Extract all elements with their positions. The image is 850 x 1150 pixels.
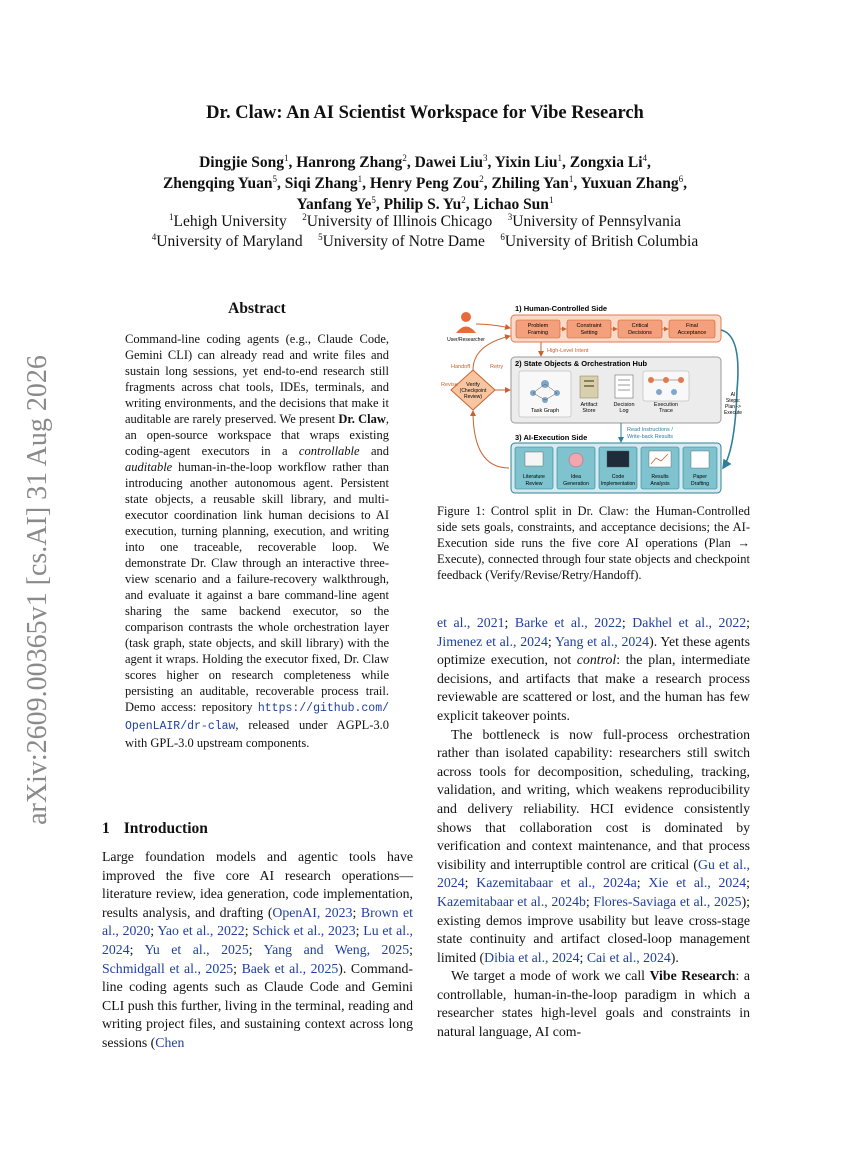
author-name: Lichao Sun [473,196,549,213]
artifact-store-icon [580,376,598,398]
affiliation-mark: 5 [272,174,278,184]
figure-1 [437,300,750,500]
affiliation-list [80,212,770,252]
affiliation-number: 1 [168,212,174,222]
section-heading-introduction [102,820,208,838]
hub-item-label: Execution [653,402,679,408]
user-label: User/Researcher [447,337,485,343]
user-researcher-icon [456,312,476,333]
abstract-text: human-in-the-loop workflow rather than introducing another autonomous agent. Persistent state objects, a reusable skill library, and multi-executor coordination link human decisions to AI execution, turning planning, execution, and writing into one traceable, recoverable loop. We demonstrate Dr. Claw through an interactive three-view scenario and a failure-recovery walkthrough, and evaluate it against a bare command-line agent sharing the same backend executor, so the comparison contrasts the whole orchestration layer (task graph, state objects, and skill library) with the agent it wraps. Holding the executor fixed, Dr. Claw scores higher on research completeness while persisting an auditable, recoverable process trail. Demo access: repository [125,460,389,714]
emphasis: auditable [125,460,173,474]
paragraph: et al., 2021; Barke et al., 2022; Dakhel et al., 2022; Jimenez et al., 2024; Yang et al., 2024). Yet these agents optimize execution, not control: the plan, intermediate decisions, and artifacts that make a research process reviewable are scattered or lost, and the human has few explicit takeover points. [437,615,750,723]
paragraph: The bottleneck is now full-process orchestration rather than isolated capability: researchers still switch across tools for decomposition, scheduling, tracking, validation, and writing, which weakens reproducibility and delivery reliability. HCI evidence consistently shows that collaboration cost is dominated by verification and context maintenance, and that process visibility and interruptible control are critical (Gu et al., 2024; Kazemitabaar et al., 2024a; Xie et al., 2024; Kazemitabaar et al., 2024b; Flores-Saviaga et al., 2025); existing demos improve usability but leave cross-stage state continuity and artifact closed-loop management limited (Dibia et al., 2024; Cai et al., 2024). [437,726,751,965]
body-text: ). Yet these agents optimize execution, not [437,633,750,668]
affiliation-mark: 3 [483,153,488,163]
affiliation-mark: 1 [557,153,562,163]
affiliation-mark: 2 [479,174,484,184]
citation-link[interactable]: Flores-Saviaga et al., 2025 [593,893,742,909]
retry-label: Retry [490,364,504,370]
hub-item-label: Store [582,408,596,414]
ai-steps-label: Steps: [725,398,741,404]
human-box-line1: Final [686,323,698,329]
author-name: Dingjie Song [199,154,284,171]
introduction-paragraph: Large foundation models and agentic tools have improved the five core AI research operations—literature review, idea generation, code implementation, results analysis, and drafting (OpenAI, 2023; Brown et al., 2020; Yao et al., 2022; Schick et al., 2023; Lu et al., 2024; Yu et al., 2025; Yang and Weng, 2025; Schmidgall et al., 2025; Baek et al., 2025). Command-line coding agents such as Claude Code and Gemini CLI push this further, living in the terminal, reading and writing project files, and sustaining context across long sessions (Chen [102,849,413,1050]
ai-side-title: 3) AI-Execution Side [515,433,588,442]
citation-link[interactable]: Xie et al., 2024 [648,875,747,891]
author-name: Zhiling Yan [491,175,569,192]
citation-link[interactable]: Yang and Weng, 2025 [263,941,410,957]
emphasis: controllable [298,444,360,458]
citation-link[interactable]: Yu et al., 2025 [144,941,249,957]
citation-link[interactable]: Chen [155,1034,185,1050]
author-name: Yixin Liu [494,154,558,171]
verify-label: (Checkpoint [459,388,487,394]
ai-box-drafting [683,447,717,489]
author-name: Yuxuan Zhang [580,175,679,192]
author-name: Philip S. Yu [383,196,462,213]
body-text: : the plan, intermediate decisions, and artifacts that make a research process reviewable are scattered or lost, and the human has few explicit takeover points. [437,652,750,723]
citation-link[interactable]: Brown et al., 2020 [102,904,413,939]
caption-label: Figure 1: [437,504,486,518]
section-title: Introduction [123,820,208,837]
affiliation-mark: 6 [678,174,684,184]
ai-box-label: Implementation [600,481,636,487]
author-list: Dingjie Song$^1$, Hanrong Zhang$^2$, Dawei Liu$^3$, Yixin Liu$^1$, Zongxia Li$^4$, Zhengqing Yuan$^5$, Siqi Zhang$^1$, Henry Peng Zou$^2$, Zhiling Yan$^1$, Yuxuan Zhang$^6$, Yanfang Ye$^5$, Philip S. Yu$^2$, Lichao Sun$^1$ [162,153,688,213]
human-box [669,320,715,338]
author-name: Dawei Liu [414,154,484,171]
arxiv-identifier-text: arXiv:2609.00365v1 [cs.AI] 31 Aug 2026 [22,355,53,825]
citation-link[interactable]: Kazemitabaar et al., 2024b [437,893,586,909]
paper-title: Dr. Claw: An AI Scientist Workspace for Vibe Research [206,103,644,123]
ai-steps-label: Execute [723,410,743,416]
affiliation-mark: 5 [371,195,376,205]
ai-box-literature [515,447,553,489]
author-name: Zhengqing Yuan [162,175,273,192]
author-name: Siqi Zhang [284,175,358,192]
citation-link[interactable]: Cai et al., 2024 [586,949,671,965]
citation-link[interactable]: et al., 2021 [437,615,505,630]
citation-link[interactable]: Yang et al., 2024 [554,633,650,649]
ai-box-results [641,447,679,489]
human-box-line2: Acceptance [677,330,707,336]
human-box-line2: Decisions [628,330,652,336]
affiliation-number: 2 [302,212,307,222]
paragraph [437,967,750,1041]
affiliation-number: 3 [507,212,513,222]
citation-link[interactable]: Dibia et al., 2024 [484,949,580,965]
human-side-title: 1) Human-Controlled Side [515,304,608,313]
hub-item-label: Decision [613,402,635,408]
repository-link[interactable]: https://github.com/OpenLAIR/dr-claw [125,702,389,733]
citation-link[interactable]: Jimenez et al., 2024 [437,633,548,649]
author-name: Henry Peng Zou [369,175,480,192]
affiliation-name: Lehigh University [173,213,287,230]
verify-label: Review) [463,394,483,400]
caption-text: Control split in Dr. Claw: the Human-Controlled side sets goals, constraints, and acceptance decisions; the AI-Execution side runs the five core AI operations (Plan → Execute), connected through four state objects and checkpoint feedback (Verify/Revise/Retry/Handoff). [437,504,750,582]
body-text: ). Command-line coding agents such as Claude Code and Gemini CLI push this further, living in the terminal, reading and writing project files, and sustaining context across long sessions ( [102,960,413,1050]
ai-steps-label: Plan -> [725,404,741,410]
body-text: Large foundation models and agentic tools have improved the five core AI research operations—literature review, idea generation, code implementation, results analysis, and drafting ( [102,849,413,920]
citation-link[interactable]: Yao et al., 2022 [157,923,245,939]
affiliation-number: 4 [151,232,157,242]
affiliation-mark: 1 [548,195,554,205]
citation-link[interactable]: Kazemitabaar et al., 2024a [476,875,637,891]
ai-box-label: Paper [693,474,707,480]
abstract-heading: Abstract [228,300,286,317]
ai-box-code [599,447,637,489]
citation-link[interactable]: Barke et al., 2022 [514,615,622,630]
hub-item-label: Task Graph [530,408,560,414]
abstract-text: Command-line coding agents (e.g., Claude Code, Gemini CLI) can already read and write files and sustain long sessions, yet end-to-end research still fragments across chat tools, IDEs, terminals, and writing environments, and the decisions that make it auditable are rarely preserved. We present [125,332,389,426]
citation-link[interactable]: Baek et al., 2025 [241,960,339,976]
human-box-line1: Problem [527,323,549,329]
control-split-diagram [437,300,750,500]
human-box-line1: Constraint [576,323,602,329]
affiliation-mark: 2 [461,195,466,205]
affiliation-name: University of Notre Dame [322,233,485,250]
citation-link[interactable]: OpenAI, 2023 [272,904,353,920]
revise-label: Revise [441,382,458,388]
affiliation-mark: 2 [402,153,407,163]
human-box [516,320,560,338]
emphasis-bold: Vibe Research [649,968,736,984]
section-number: 1 [102,820,110,837]
hub-item-label: Trace [659,408,673,414]
author-name: Hanrong Zhang [296,154,403,171]
hub-item-label: Log [619,408,629,414]
system-name: Dr. Claw [338,412,386,426]
citation-link[interactable]: Schmidgall et al., 2025 [102,960,234,976]
human-box-line2: Framing [527,330,549,336]
body-text: The bottleneck is now full-process orchestration rather than isolated capability: researchers still switch across tools for decomposition, scheduling, tracking, validation, and writing, which weakens reproducibility and delivery reliability. HCI evidence consistently shows that collaboration cost is dominated by verification and context maintenance, and that process visibility and interruptible control are critical ( [437,726,750,872]
hub-title: 2) State Objects & Orchestration Hub [515,359,648,368]
hub-item-label: Artifact [580,402,598,408]
affiliation-number: 6 [500,232,505,242]
human-box [567,320,611,338]
abstract-text: , an open-source workspace that wraps existing coding-agent executors in a [125,412,389,458]
verify-label: Verify [466,382,480,388]
affiliation-mark: 1 [568,174,574,184]
ai-box-label: Literature [523,474,545,480]
citation-link[interactable]: Schick et al., 2023 [252,923,356,939]
body-text: We target a mode of work we call [451,968,650,984]
affiliation-name: University of Pennsylvania [512,213,682,230]
affiliation-mark: 1 [357,174,363,184]
ai-box-label: Results [651,474,669,480]
ai-box-label: Generation [563,481,589,487]
affiliation-name: University of British Columbia [504,233,699,250]
ai-box-label: Drafting [690,481,710,487]
emphasis: control [576,652,617,668]
body-text: ). [670,949,679,965]
body-text: : a controllable, human-in-the-loop paradigm in which a researcher states high-level goals and constraints in natural language, AI com- [437,968,751,1040]
affiliation-mark: 4 [642,153,648,163]
read-instructions-label: Write-back Results [627,434,674,440]
human-box-line2: Setting [580,330,598,336]
right-column-text [437,614,750,1042]
decision-log-icon [615,375,633,398]
affiliation-number: 5 [318,232,323,242]
figure-1-caption [437,503,750,583]
abstract-text: , released under AGPL-3.0 with GPL-3.0 upstream components. [125,718,389,750]
ai-box-label: Review [525,481,543,487]
abstract-text: and [359,444,389,458]
human-box [618,320,662,338]
body-text: ); existing demos improve usability but leave cross-stage state continuity and artifact closed-loop management limited ( [437,893,751,965]
citation-link[interactable]: Gu et al., 2024 [437,856,750,891]
arxiv-identifier [14,330,62,850]
ai-box-label: Idea [570,474,582,480]
ai-steps-label: AI [730,392,736,398]
high-level-intent-label: High-Level Intent [547,348,589,354]
author-name: Yanfang Ye [296,196,372,213]
ai-box-idea [557,447,595,489]
author-name: Zongxia Li [569,154,643,171]
affiliation-name: University of Illinois Chicago [306,213,493,230]
citation-link[interactable]: Dakhel et al., 2022 [632,615,747,630]
human-box-line1: Critical [631,323,649,329]
ai-box-label: Analysis [650,481,670,487]
handoff-label: Handoff [451,364,471,370]
citation-link[interactable]: Lu et al., 2024 [102,923,413,957]
ai-box-label: Code [611,474,625,480]
execution-trace-icon [643,371,689,401]
read-instructions-label: Read Instructions / [627,427,673,433]
affiliation-mark: 1 [283,153,289,163]
abstract-body [125,331,389,751]
affiliation-name: University of Maryland [156,233,303,250]
